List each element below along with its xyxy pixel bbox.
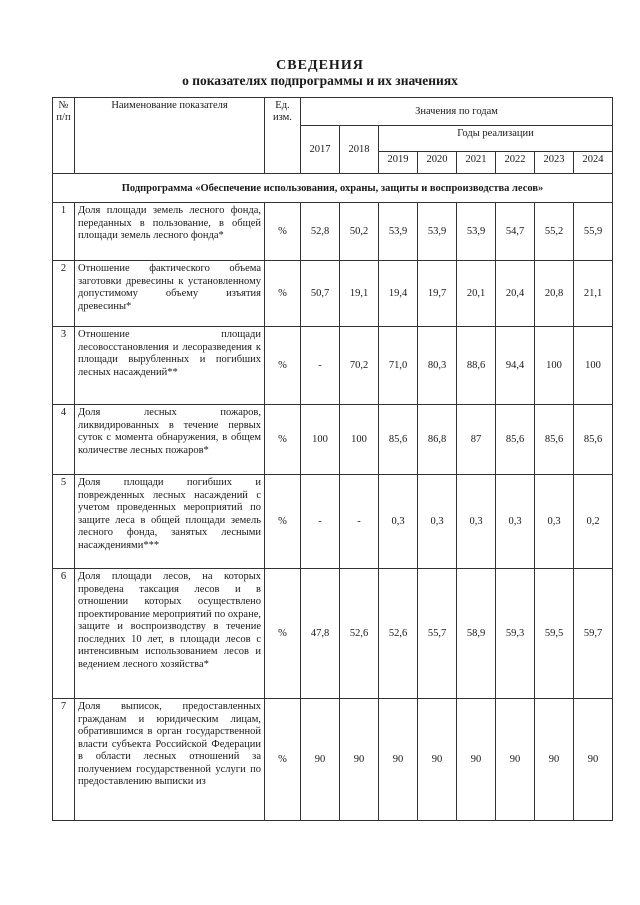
value-cell: 0,3 [418,475,457,569]
value-cell: 88,6 [457,327,496,405]
row-number: 2 [53,261,75,327]
table-row [53,699,613,821]
value-cell: - [301,475,340,569]
column-header-year: 2018 [340,126,379,174]
column-header-year: 2017 [301,126,340,174]
row-number: 6 [53,569,75,699]
value-cell: 100 [301,405,340,475]
value-cell: 52,8 [301,203,340,261]
value-cell: 0,3 [457,475,496,569]
row-number: 5 [53,475,75,569]
column-header-impl-years: Годы реализации [379,126,613,152]
unit-cell: % [265,475,301,569]
value-cell: - [301,327,340,405]
value-cell: 90 [535,699,574,821]
value-cell: 59,3 [496,569,535,699]
value-cell: - [340,475,379,569]
value-cell: 85,6 [496,405,535,475]
value-cell: 90 [301,699,340,821]
value-cell: 50,7 [301,261,340,327]
value-cell: 21,1 [574,261,613,327]
value-cell: 87 [457,405,496,475]
column-header-year: 2021 [457,152,496,174]
row-number: 1 [53,203,75,261]
value-cell: 20,8 [535,261,574,327]
value-cell: 54,7 [496,203,535,261]
value-cell: 52,6 [340,569,379,699]
value-cell: 19,1 [340,261,379,327]
value-cell: 90 [379,699,418,821]
value-cell: 59,7 [574,569,613,699]
value-cell: 80,3 [418,327,457,405]
indicator-name: Доля лесных пожаров, ликвидированных в течение первых суток с момента обнаружения, в общем количестве лесных пожаров* [75,405,265,475]
value-cell: 50,2 [340,203,379,261]
unit-cell: % [265,699,301,821]
value-cell: 55,7 [418,569,457,699]
value-cell: 85,6 [574,405,613,475]
value-cell: 71,0 [379,327,418,405]
value-cell: 47,8 [301,569,340,699]
row-number: 7 [53,699,75,821]
column-header-year: 2024 [574,152,613,174]
indicator-name: Отношение фактического объема заготовки древесины к установленному допустимому объему изъятия древесины* [75,261,265,327]
indicator-name: Доля площади земель лесного фонда, переданных в пользование, в общей площади земель лесного фонда* [75,203,265,261]
value-cell: 52,6 [379,569,418,699]
value-cell: 58,9 [457,569,496,699]
value-cell: 90 [418,699,457,821]
unit-cell: % [265,203,301,261]
table-row [53,203,613,261]
indicator-name: Доля площади погибших и поврежденных лесных насаждений с учетом проведенных мероприятий по защите леса в общей площади земель лесного фонда, занятых лесными насаждениями*** [75,475,265,569]
value-cell: 70,2 [340,327,379,405]
value-cell: 0,3 [379,475,418,569]
value-cell: 100 [340,405,379,475]
column-header-name: Наименование показателя [75,98,265,174]
value-cell: 100 [574,327,613,405]
value-cell: 53,9 [457,203,496,261]
indicator-name: Отношение площади лесовосстановления и лесоразведения к площади вырубленных и погибших лесных насаждений** [75,327,265,405]
column-header-year: 2023 [535,152,574,174]
table-row [53,327,613,405]
value-cell: 53,9 [379,203,418,261]
value-cell: 86,8 [418,405,457,475]
document-title: СВЕДЕНИЯ [276,58,364,73]
table-row [53,261,613,327]
value-cell: 20,4 [496,261,535,327]
value-cell: 0,2 [574,475,613,569]
document-subtitle: о показателях подпрограммы и их значениях [182,73,458,88]
value-cell: 90 [574,699,613,821]
value-cell: 19,7 [418,261,457,327]
row-number: 3 [53,327,75,405]
value-cell: 0,3 [535,475,574,569]
unit-cell: % [265,569,301,699]
value-cell: 19,4 [379,261,418,327]
table-row [53,475,613,569]
section-title: Подпрограмма «Обеспечение использования, охраны, защиты и воспроизводства лесов» [53,174,613,203]
indicator-name: Доля площади лесов, на которых проведена таксация лесов и в отношении которых осуществлено проектирование мероприятий по охране, защите и воспроизводству в течение последних 10 лет, в площади лесов с интенсивным использованием лесов и ведением лесного хозяйства* [75,569,265,699]
value-cell: 94,4 [496,327,535,405]
indicator-name: Доля выписок, предоставленных гражданам и юридическим лицам, обратившимся в орган государственной власти субъекта Российской Федерации в области лесных отношений за получением государственной услуги по предоставлению выписки из [75,699,265,821]
unit-cell: % [265,261,301,327]
value-cell: 85,6 [535,405,574,475]
row-number: 4 [53,405,75,475]
value-cell: 59,5 [535,569,574,699]
value-cell: 90 [496,699,535,821]
value-cell: 55,2 [535,203,574,261]
value-cell: 100 [535,327,574,405]
column-header-year: 2020 [418,152,457,174]
column-header-year: 2022 [496,152,535,174]
column-header-year: 2019 [379,152,418,174]
value-cell: 90 [340,699,379,821]
indicators-table [52,97,613,821]
table-row [53,405,613,475]
table-row [53,569,613,699]
value-cell: 53,9 [418,203,457,261]
column-header-values: Значения по годам [301,98,613,126]
column-header-num: № п/п [53,98,75,174]
value-cell: 0,3 [496,475,535,569]
column-header-unit: Ед. изм. [265,98,301,174]
value-cell: 55,9 [574,203,613,261]
value-cell: 85,6 [379,405,418,475]
value-cell: 90 [457,699,496,821]
unit-cell: % [265,405,301,475]
unit-cell: % [265,327,301,405]
value-cell: 20,1 [457,261,496,327]
